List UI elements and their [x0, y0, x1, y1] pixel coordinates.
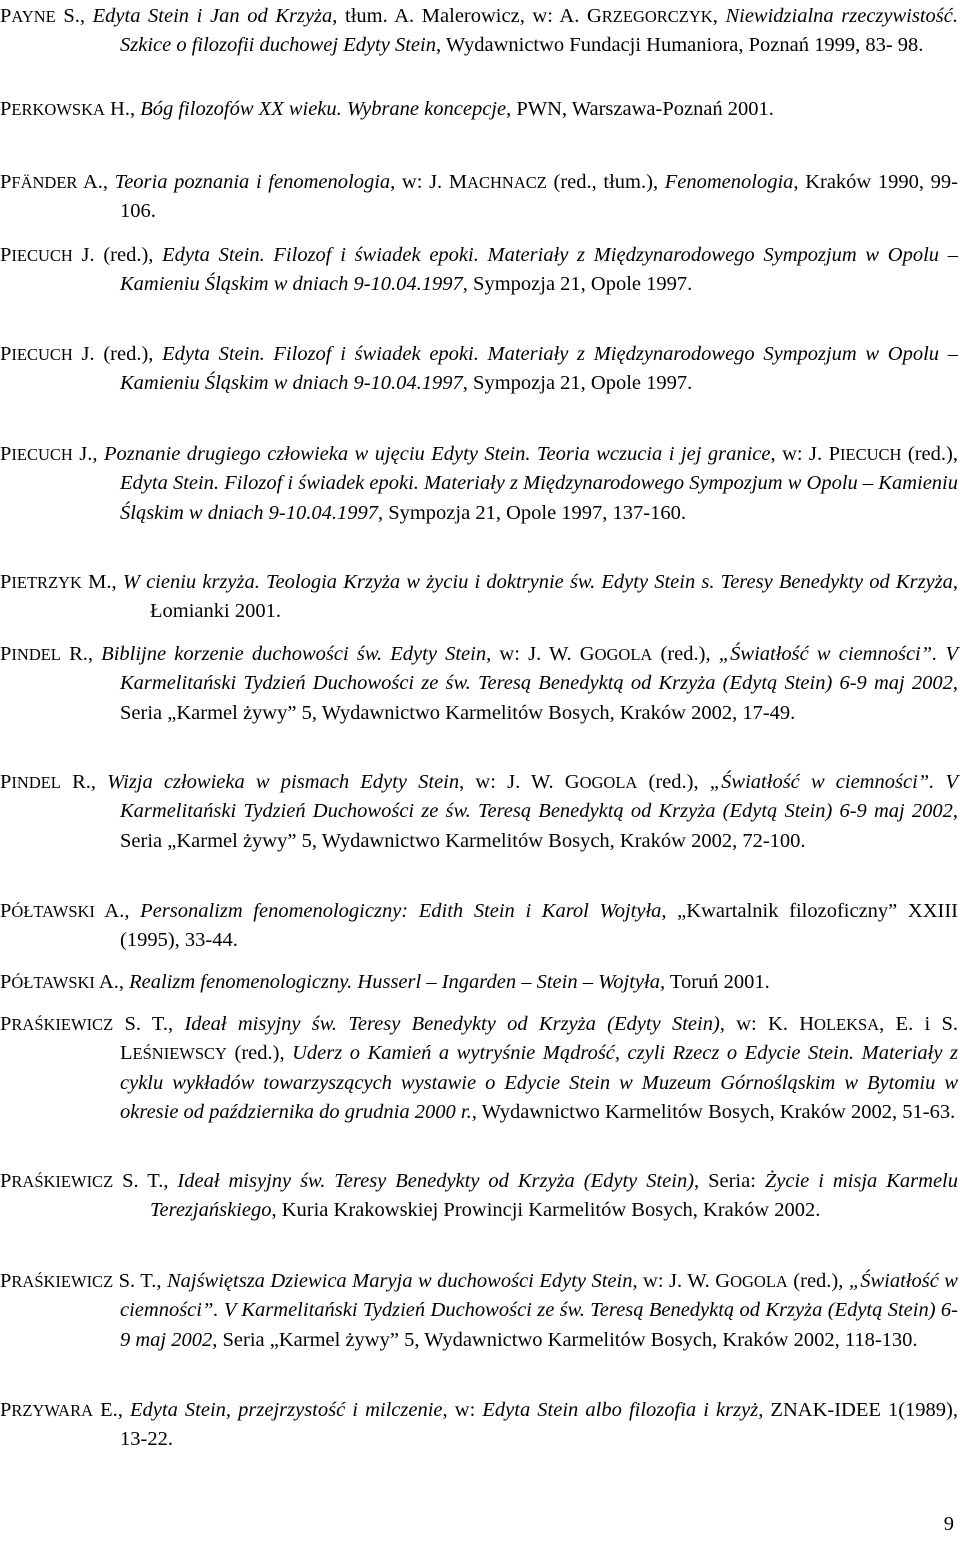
- bibliography-entry-pindel-2: [0, 768, 958, 856]
- title-italic: Najświętsza Dziewica Maryja w duchowości Edyty Stein: [166, 1270, 633, 1292]
- bibliography-entry-piecuch-3: [0, 440, 958, 528]
- citation-text: , Seria:: [694, 1170, 765, 1192]
- citation-text: P: [0, 643, 12, 665]
- author-name-smallcaps: IECUCH: [11, 345, 73, 364]
- citation-text: , w: J. W. G: [486, 643, 595, 665]
- citation-text: , Kuria Krakowskiej Prowincji Karmelitów Bosych, Kraków 2002.: [271, 1199, 821, 1222]
- bibliography-entry-payne: [0, 2, 958, 61]
- citation-text: P: [0, 1270, 12, 1292]
- citation-text: P: [0, 1170, 12, 1192]
- citation-text: (red.),: [787, 1270, 849, 1292]
- citation-text: S. T.,: [113, 1270, 167, 1292]
- author-name-smallcaps: RAŚKIEWICZ: [11, 1015, 114, 1034]
- author-name-smallcaps: OGOLA: [579, 773, 638, 792]
- author-name-smallcaps: OGOLA: [594, 645, 653, 664]
- citation-text: P: [0, 244, 12, 266]
- citation-text: P: [0, 98, 12, 120]
- author-name-smallcaps: EŚNIEWSCY: [132, 1044, 227, 1064]
- citation-text: ,: [712, 5, 726, 27]
- title-italic: Poznanie drugiego człowieka w ujęciu Edyty Stein. Teoria wczucia i jej granice: [104, 443, 771, 465]
- citation-text: , Kraków 1990, 99-106.: [120, 171, 958, 223]
- citation-text: , „Kwartalnik filozoficzny” XXIII (1995), 33-44.: [120, 900, 959, 952]
- author-name-smallcaps: IECUCH: [11, 246, 73, 265]
- citation-text: R.,: [60, 771, 108, 793]
- citation-text: P: [0, 571, 12, 593]
- citation-text: M.,: [81, 571, 123, 593]
- author-name-smallcaps: OGOLA: [730, 1272, 788, 1291]
- citation-text: , ZNAK-IDEE 1(1989), 13-22.: [120, 1399, 959, 1451]
- author-name-smallcaps: OLEKSA: [814, 1015, 880, 1034]
- page-number: 9: [943, 1513, 954, 1535]
- citation-text: (red.),: [652, 643, 719, 665]
- citation-text: P: [0, 1399, 12, 1421]
- title-italic: Życie i misja Karmelu Terezjańskiego: [150, 1170, 958, 1222]
- title-italic: Edyta Stein i Jan od Krzyża: [92, 5, 333, 27]
- author-name-smallcaps: ÓŁTAWSKI: [11, 973, 95, 992]
- title-italic: Realizm fenomenologiczny. Husserl – Ingarden – Stein – Wojtyła: [129, 971, 660, 993]
- citation-text: , w: J. W. G: [632, 1270, 731, 1292]
- title-italic: Teoria poznania i fenomenologia: [114, 171, 391, 193]
- citation-text: , Sympozja 21, Opole 1997.: [462, 372, 693, 395]
- citation-text: (red.),: [637, 771, 710, 793]
- citation-text: (red.),: [226, 1042, 293, 1065]
- citation-text: E.,: [93, 1399, 130, 1421]
- citation-text: , PWN, Warszawa-Poznań 2001.: [506, 98, 774, 120]
- citation-text: H.,: [104, 98, 141, 120]
- citation-text: , w: J. M: [390, 171, 468, 193]
- title-italic: Ideał misyjny św. Teresy Benedykty od Krzyża (Edyty Stein): [184, 1013, 720, 1035]
- title-italic: Biblijne korzenie duchowości św. Edyty Stein: [101, 643, 487, 665]
- citation-text: , Wydawnictwo Fundacji Humaniora, Poznań 1999, 83- 98.: [435, 34, 924, 57]
- bibliography-entry-pfander: [0, 168, 958, 227]
- bibliography-entry-praskiewicz-2: [0, 1167, 958, 1226]
- citation-text: (red., tłum.),: [546, 171, 665, 193]
- citation-text: , w: K. H: [719, 1013, 815, 1035]
- bibliography-entry-pindel-1: [0, 640, 958, 728]
- citation-text: , w: J. W. G: [459, 771, 580, 793]
- author-name-smallcaps: RAŚKIEWICZ: [11, 1272, 114, 1291]
- citation-text: P: [0, 1013, 12, 1035]
- title-italic: Ideał misyjny św. Teresy Benedykty od Krzyża (Edyty Stein): [177, 1170, 695, 1192]
- citation-text: , Seria „Karmel żywy” 5, Wydawnictwo Karmelitów Bosych, Kraków 2002, 118-130.: [212, 1328, 918, 1351]
- citation-text: , Łomianki 2001.: [150, 571, 959, 623]
- citation-text: , Sympozja 21, Opole 1997.: [462, 273, 693, 296]
- title-italic: „Światłość w ciemności”. V Karmelitański Tydzień Duchowości ze św. Teresą Benedyktą od Krzyża (Edytą Stein) 6-9 maj 2002: [120, 643, 958, 695]
- bibliography-entry-poltawski-1: [0, 897, 958, 956]
- author-name-smallcaps: ERKOWSKA: [11, 100, 105, 119]
- author-name-smallcaps: IECUCH: [11, 445, 73, 464]
- bibliography-entry-praskiewicz-3: [0, 1267, 958, 1355]
- title-italic: Niewidzialna rzeczywistość. Szkice o filozofii duchowej Edyty Stein: [120, 5, 959, 57]
- author-name-smallcaps: INDEL: [11, 773, 61, 792]
- citation-text: J.,: [72, 443, 104, 465]
- citation-text: J. (red.),: [72, 244, 163, 266]
- title-italic: Uderz o Kamień a wytryśnie Mądrość, czyli Rzecz o Edycie Stein. Materiały z cyklu wykładów towarzyszących wystawie o Edycie Stein w Muzeum Górnośląskim w Bytomiu w okresie od października do grudnia 2000 r.: [120, 1042, 958, 1123]
- author-name-smallcaps: RZEGORCZYK: [601, 7, 713, 26]
- citation-text: P: [0, 771, 12, 793]
- title-italic: „Światłość w ciemności”. V Karmelitański Tydzień Duchowości ze św. Teresą Benedyktą od Krzyża (Edytą Stein) 6-9 maj 2002: [120, 771, 958, 823]
- citation-text: (red.),: [901, 443, 958, 465]
- title-italic: Edyta Stein. Filozof i świadek epoki. Materiały z Międzynarodowego Sympozjum w Opolu – Kamieniu Śląskim w dniach 9-10.04.1997: [120, 343, 958, 395]
- title-italic: Personalizm fenomenologiczny: Edith Stein i Karol Wojtyła: [140, 900, 662, 922]
- citation-text: A.,: [94, 900, 141, 922]
- citation-text: J. (red.),: [72, 343, 163, 365]
- citation-text: A.,: [77, 171, 115, 193]
- citation-text: , tłum. A. Malerowicz, w: A. G: [332, 5, 602, 27]
- citation-text: S. T.,: [113, 1170, 178, 1192]
- citation-text: A.,: [94, 971, 130, 993]
- citation-text: , Wydawnictwo Karmelitów Bosych, Kraków 2002, 51-63.: [471, 1100, 956, 1123]
- bibliography-entry-przywara: [0, 1396, 958, 1455]
- bibliography-entry-piecuch-1: [0, 241, 958, 300]
- citation-text: , Sympozja 21, Opole 1997, 137-160.: [377, 501, 686, 524]
- author-name-smallcaps: ÓŁTAWSKI: [11, 902, 95, 921]
- bibliography-entry-pietrzyk: [0, 568, 958, 627]
- citation-text: P: [0, 443, 12, 465]
- citation-text: S. T.,: [113, 1013, 185, 1035]
- citation-text: P: [0, 971, 12, 993]
- citation-text: , w:: [442, 1399, 483, 1421]
- citation-text: , E. i S. L: [120, 1013, 959, 1065]
- citation-text: , Seria „Karmel żywy” 5, Wydawnictwo Karmelitów Bosych, Kraków 2002, 17-49.: [120, 672, 958, 724]
- author-name-smallcaps: INDEL: [11, 645, 61, 664]
- citation-text: P: [0, 171, 12, 193]
- citation-text: P: [0, 5, 12, 27]
- bibliography-entry-praskiewicz-1: [0, 1010, 958, 1127]
- author-name-smallcaps: RAŚKIEWICZ: [11, 1172, 114, 1191]
- title-italic: Edyta Stein. Filozof i świadek epoki. Materiały z Międzynarodowego Sympozjum w Opolu – Kamieniu Śląskim w dniach 9-10.04.1997: [120, 244, 958, 296]
- author-name-smallcaps: RZYWARA: [11, 1401, 93, 1420]
- title-italic: Edyta Stein albo filozofia i krzyż: [482, 1399, 759, 1421]
- citation-text: , Toruń 2001.: [659, 971, 770, 993]
- title-italic: „Światłość w ciemności”. V Karmelitański Tydzień Duchowości ze św. Teresą Benedyktą od Krzyża (Edytą Stein) 6-9 maj 2002: [120, 1270, 958, 1351]
- citation-text: R.,: [60, 643, 102, 665]
- citation-text: P: [0, 343, 12, 365]
- citation-text: P: [0, 900, 12, 922]
- title-italic: Wizja człowieka w pismach Edyty Stein: [107, 771, 460, 793]
- bibliography-entry-poltawski-2: [0, 968, 958, 997]
- author-name-smallcaps: IECUCH: [840, 445, 902, 464]
- author-name-smallcaps: FÄNDER: [11, 173, 78, 192]
- author-name-smallcaps: AYNE: [11, 7, 56, 26]
- title-italic: Edyta Stein, przejrzystość i milczenie: [130, 1399, 443, 1421]
- citation-text: S.,: [55, 5, 93, 27]
- citation-text: , Seria „Karmel żywy” 5, Wydawnictwo Karmelitów Bosych, Kraków 2002, 72-100.: [120, 800, 958, 852]
- bibliography-entry-perkowska: [0, 95, 958, 124]
- title-italic: Edyta Stein. Filozof i świadek epoki. Materiały z Międzynarodowego Sympozjum w Opolu – Kamieniu Śląskim w dniach 9-10.04.1997: [120, 472, 958, 524]
- author-name-smallcaps: IETRZYK: [11, 573, 82, 592]
- title-italic: Fenomenologia: [664, 171, 794, 193]
- bibliography-entry-piecuch-2: [0, 340, 958, 399]
- author-name-smallcaps: ACHNACZ: [467, 173, 547, 192]
- title-italic: W cieniu krzyża. Teologia Krzyża w życiu i doktrynie św. Edyty Stein s. Teresy Benedykty od Krzyża: [122, 571, 953, 593]
- title-italic: Bóg filozofów XX wieku. Wybrane koncepcje: [140, 98, 507, 120]
- citation-text: , w: J. P: [770, 443, 841, 465]
